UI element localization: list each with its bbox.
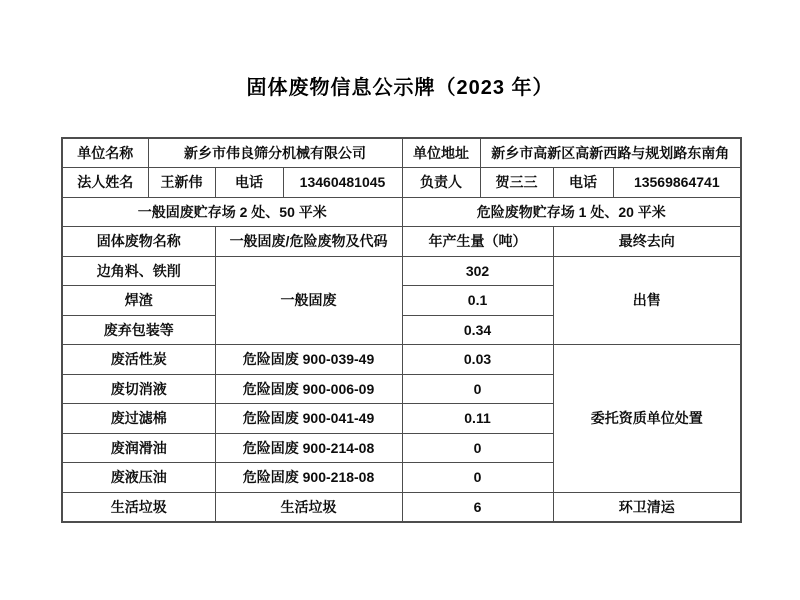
row-contacts [62, 168, 741, 198]
waste-name: 废过滤棉 [62, 404, 215, 434]
header-annual-amount: 年产生量（吨） [402, 227, 553, 257]
destination-domestic: 环卫清运 [553, 492, 741, 522]
unit-name-label: 单位名称 [62, 138, 148, 168]
waste-category: 危险固废 900-214-08 [215, 433, 402, 463]
phone1-value: 13460481045 [283, 168, 402, 198]
waste-name: 生活垃圾 [62, 492, 215, 522]
row-headers [62, 227, 741, 257]
waste-name: 废液压油 [62, 463, 215, 493]
header-category: 一般固废/危险废物及代码 [215, 227, 402, 257]
unit-address-value: 新乡市高新区高新西路与规划路东南角 [480, 138, 741, 168]
page-title: 固体废物信息公示牌（2023 年） [246, 77, 554, 99]
waste-row [62, 345, 741, 375]
waste-category: 危险固废 900-041-49 [215, 404, 402, 434]
waste-amount: 0 [402, 374, 553, 404]
waste-category-general: 一般固废 [215, 256, 402, 345]
manager-value: 贺三三 [480, 168, 553, 198]
waste-amount: 0.11 [402, 404, 553, 434]
hazardous-storage-info: 危险废物贮存场 1 处、20 平米 [402, 197, 741, 227]
waste-category: 危险固废 900-039-49 [215, 345, 402, 375]
waste-amount: 0 [402, 463, 553, 493]
waste-name: 废切消液 [62, 374, 215, 404]
destination-hazardous: 委托资质单位处置 [553, 345, 741, 493]
row-unit-info [62, 138, 741, 168]
waste-amount: 6 [402, 492, 553, 522]
waste-name: 废润滑油 [62, 433, 215, 463]
waste-row [62, 256, 741, 286]
waste-name: 废弃包装等 [62, 315, 215, 345]
unit-address-label: 单位地址 [402, 138, 480, 168]
row-storage [62, 197, 741, 227]
unit-name-value: 新乡市伟良筛分机械有限公司 [148, 138, 402, 168]
waste-category: 危险固废 900-006-09 [215, 374, 402, 404]
phone2-label: 电话 [553, 168, 613, 198]
waste-amount: 0 [402, 433, 553, 463]
general-storage-info: 一般固废贮存场 2 处、50 平米 [62, 197, 402, 227]
waste-name: 废活性炭 [62, 345, 215, 375]
header-destination: 最终去向 [553, 227, 741, 257]
legal-person-value: 王新伟 [148, 168, 215, 198]
phone2-value: 13569864741 [613, 168, 741, 198]
waste-info-table [61, 137, 742, 523]
waste-name: 边角料、铁削 [62, 256, 215, 286]
waste-category: 危险固废 900-218-08 [215, 463, 402, 493]
phone1-label: 电话 [215, 168, 283, 198]
waste-category: 生活垃圾 [215, 492, 402, 522]
waste-name: 焊渣 [62, 286, 215, 316]
waste-amount: 0.03 [402, 345, 553, 375]
legal-person-label: 法人姓名 [62, 168, 148, 198]
manager-label: 负责人 [402, 168, 480, 198]
waste-amount: 0.1 [402, 286, 553, 316]
destination-general: 出售 [553, 256, 741, 345]
header-waste-name: 固体废物名称 [62, 227, 215, 257]
waste-amount: 0.34 [402, 315, 553, 345]
waste-row [62, 492, 741, 522]
waste-amount: 302 [402, 256, 553, 286]
